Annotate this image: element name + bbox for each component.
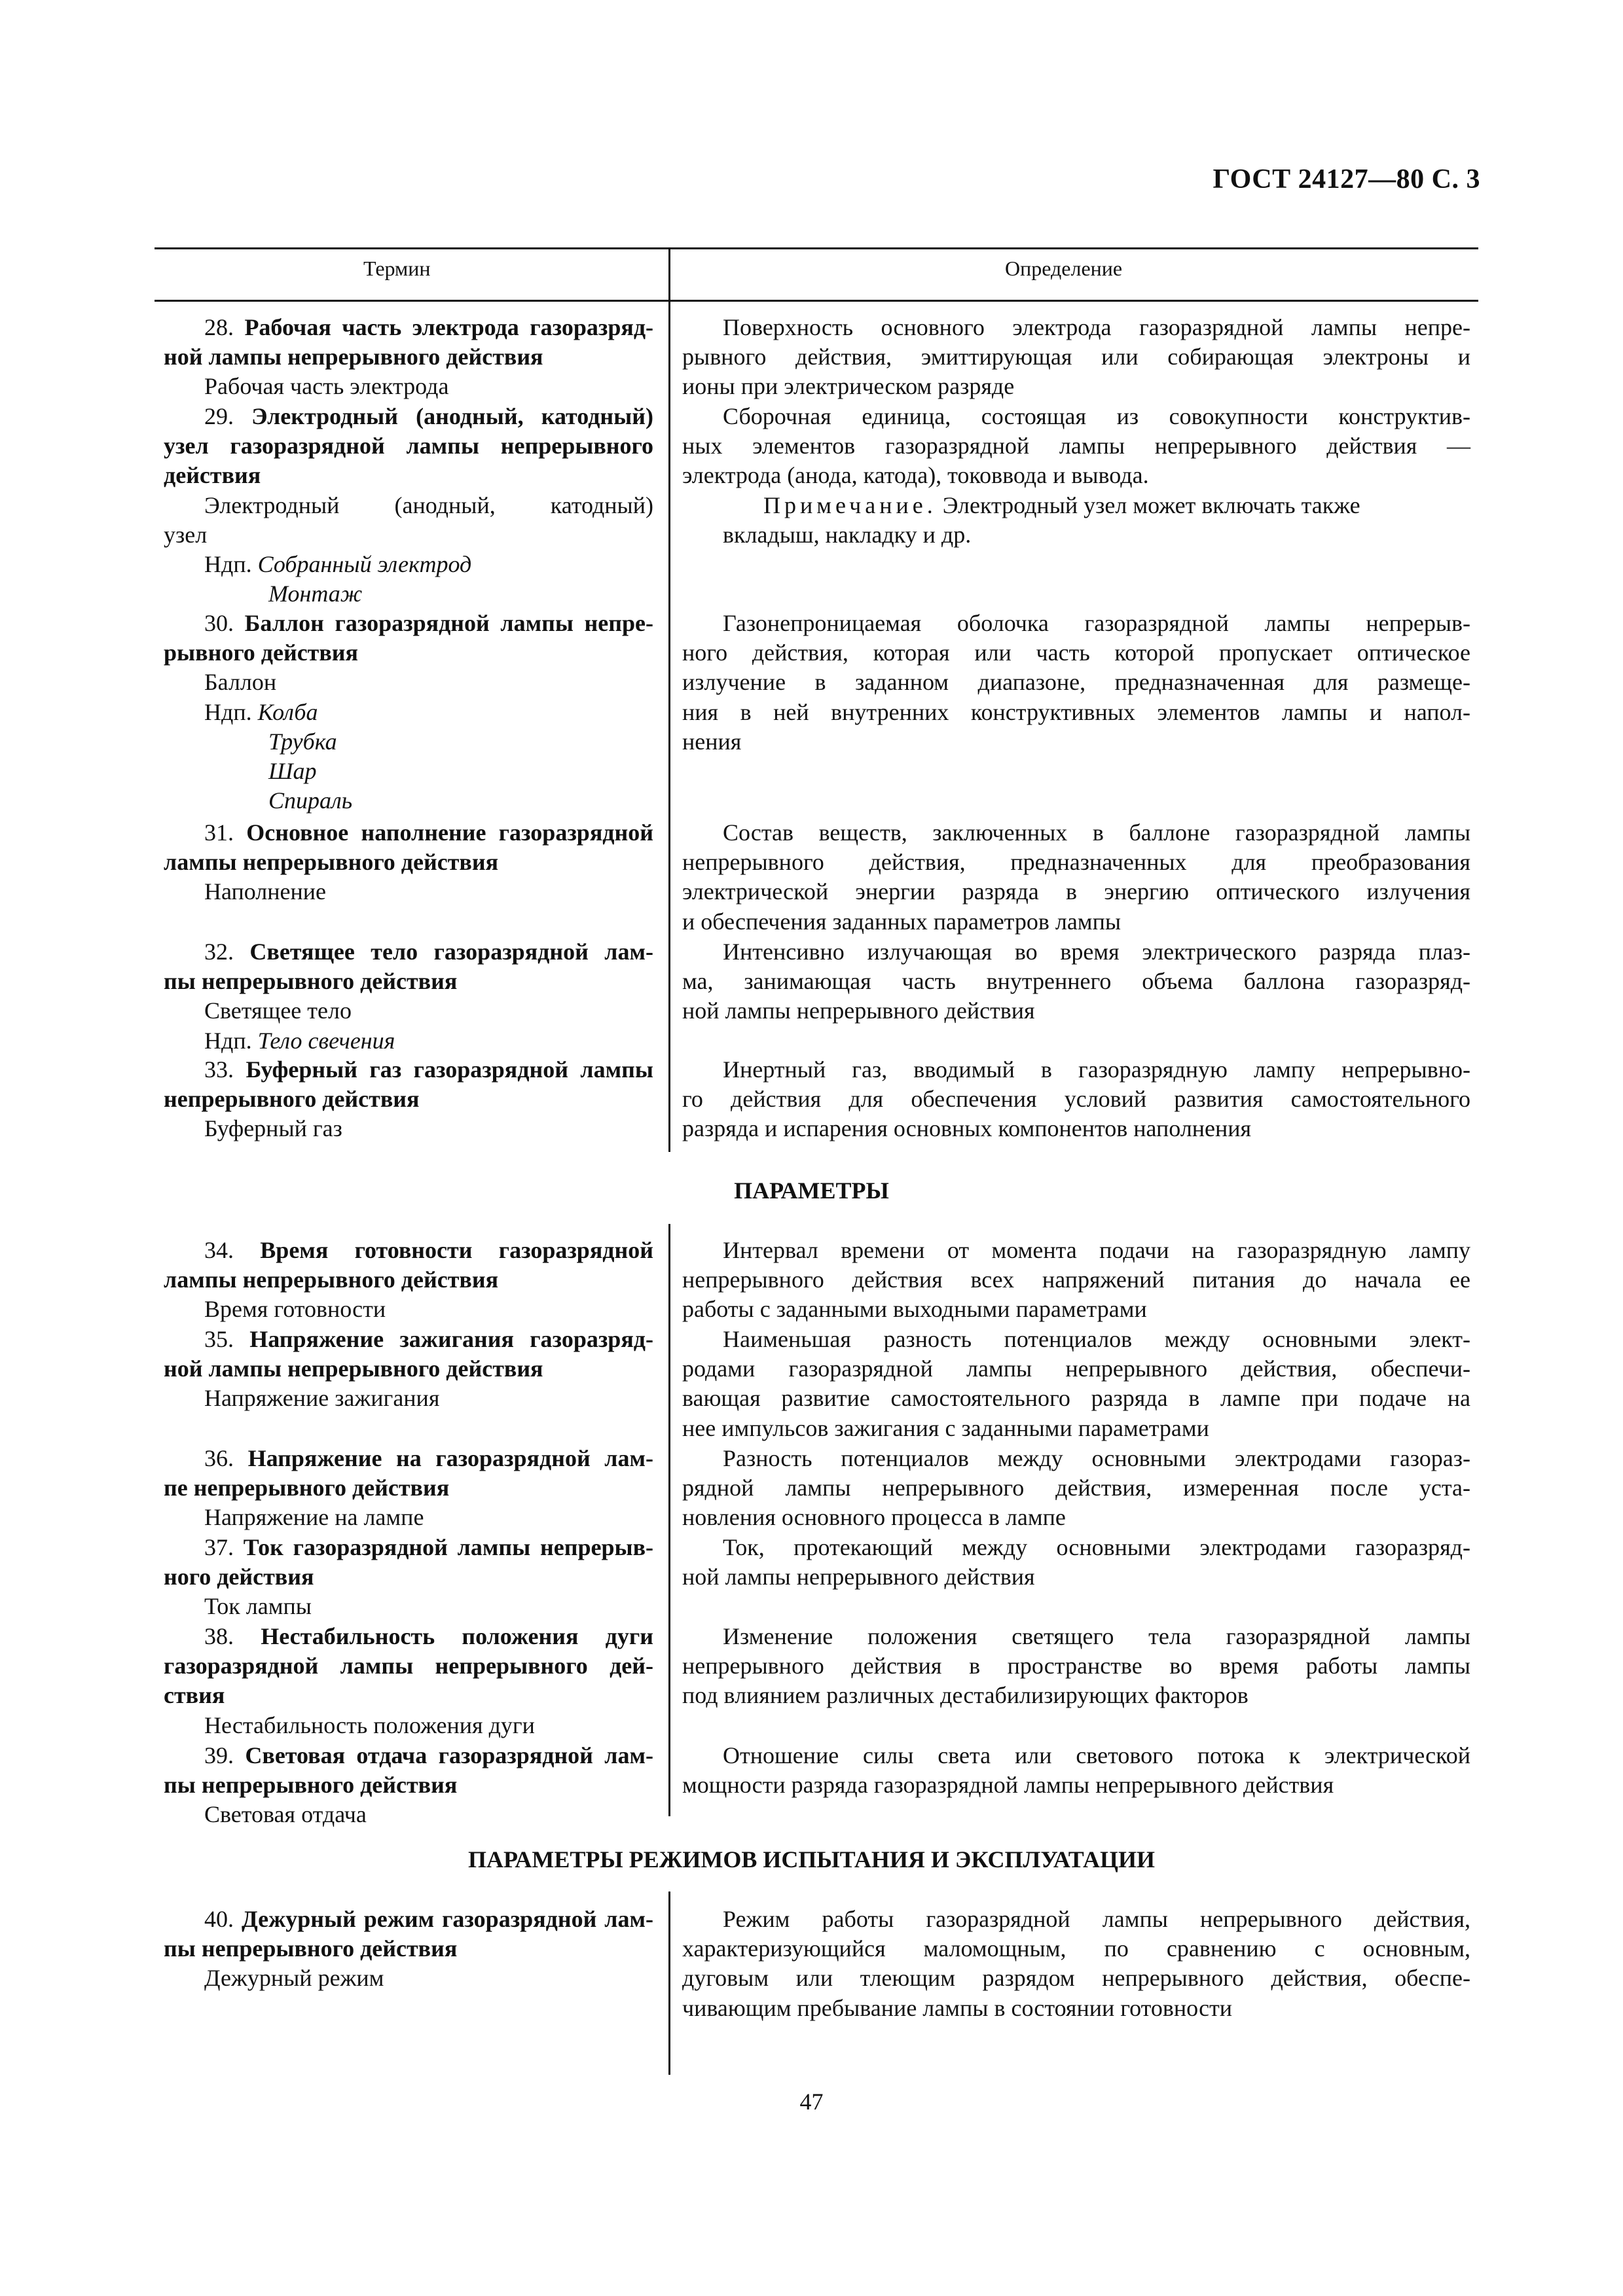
term-definition: Наименьшая разность потенциалов между основными элект- родами газоразрядной лампы непрерывного действия, обеспечи- вающая развитие самостоятельного разряда в лампе при подаче на нее импульсов зажигания с заданными параметрами	[682, 1326, 1470, 1441]
column-divider	[668, 1224, 670, 1816]
note: Примечание. Электродный узел может включать также	[763, 492, 1360, 518]
table-top-rule	[155, 247, 1478, 249]
term-definition: Интенсивно излучающая во время электрического разряда плаз- ма, занимающая часть внутреннего объема баллона газоразряд- ной лампы непрерывного действия	[682, 939, 1470, 1024]
term-definition: Инертный газ, вводимый в газоразрядную лампу непрерывно- го действия для обеспечения условий развития самостоятельного разряда и испарения основных компонентов наполнения	[682, 1056, 1470, 1142]
term-definition: Ток, протекающий между основными электродами газоразряд- ной лампы непрерывного действия	[682, 1534, 1470, 1590]
table-header-rule	[155, 300, 1478, 302]
page-number: 47	[799, 2089, 824, 2115]
column-header-definition: Определение	[1005, 257, 1123, 280]
term-definition: Сборочная единица, состоящая из совокупности конструктив- ных элементов газоразрядной лампы непрерывного действия — электрода (анода, катода), токоввода и вывода. Примечание. Электродный узел может включать также вкладыш, накладку и др.	[682, 403, 1470, 548]
document-header: ГОСТ 24127—80 С. 3	[1213, 164, 1480, 194]
term-definition: Изменение положения светящего тела газоразрядной лампы непрерывного действия в пространстве во время работы лампы под влиянием различных дестабилизирующих факторов	[682, 1623, 1470, 1709]
term-definition: Отношение силы света или светового потока к электрической мощности разряда газоразрядной лампы непрерывного действия	[682, 1742, 1470, 1799]
term-short: Рабочая часть электрода	[204, 373, 449, 400]
term-definition: Режим работы газоразрядной лампы непрерывного действия, характеризующийся маломощным, по сравнению с основным, дуговым или тлеющим разрядом непрерывного действия, обеспе- чивающим пребывание лампы в состоянии готовности	[682, 1906, 1470, 2021]
term-definition: Состав веществ, заключенных в баллоне газоразрядной лампы непрерывного действия, предназначенных для преобразования электрической энергии разряда в энергию оптического излучения и обеспечения заданных параметров лампы	[682, 819, 1470, 935]
term-definition: Разность потенциалов между основными электродами газораз- рядной лампы непрерывного действия, измеренная после уста- новления основного процесса в лампе	[682, 1445, 1470, 1531]
section-title-parameters: ПАРАМЕТРЫ	[734, 1177, 889, 1204]
term-definition: Поверхность основного электрода газоразрядной лампы непре- рывного действия, эмиттирующая или собирающая электроны и ионы при электрическом разряде	[682, 314, 1470, 400]
column-divider	[668, 247, 670, 1152]
term-definition: Газонепроницаемая оболочка газоразрядной лампы непрерыв- ного действия, которая или часть которой пропускает оптическое излучение в заданном диапазоне, предназначенная для размеще- ния в ней внутренних конструктивных элементов лампы и напол- нения	[682, 610, 1470, 755]
term-definition: Интервал времени от момента подачи на газоразрядную лампу непрерывного действия всех напряжений питания до начала ее работы с заданными выходными параметрами	[682, 1237, 1470, 1323]
column-divider	[668, 1892, 670, 2075]
section-title-test-modes: ПАРАМЕТРЫ РЕЖИМОВ ИСПЫТАНИЯ И ЭКСПЛУАТАЦИИ	[468, 1846, 1155, 1873]
column-header-term: Термин	[363, 257, 431, 280]
term-title: Рабочая часть электрода газоразряд-	[244, 314, 654, 340]
